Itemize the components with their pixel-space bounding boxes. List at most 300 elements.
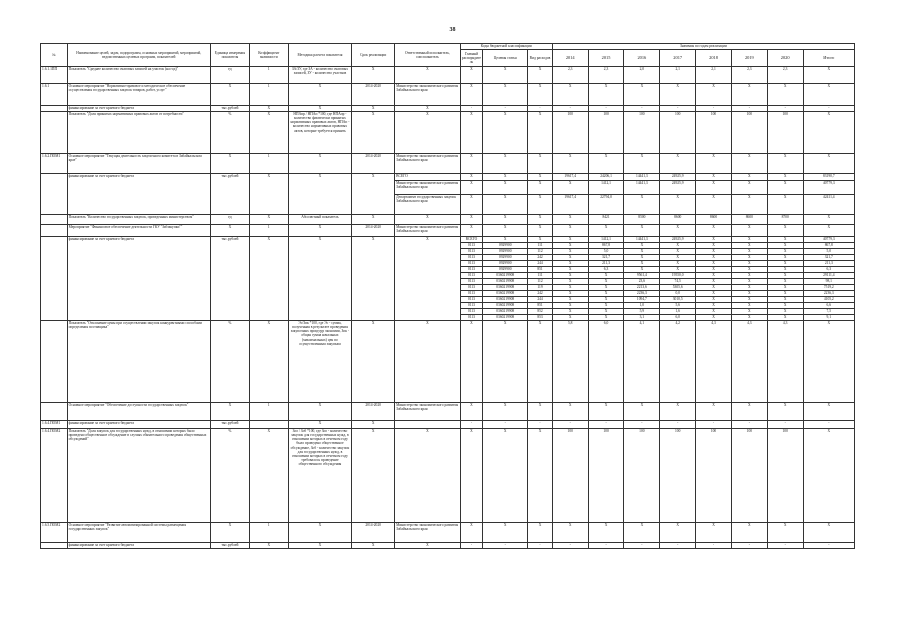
row-vr: 242: [528, 291, 553, 297]
row-value: X: [696, 523, 732, 543]
row-value: X: [660, 267, 696, 273]
row-value: 5,9: [624, 309, 660, 315]
row-grbs: 0113: [460, 309, 483, 315]
row-value: X: [731, 195, 767, 215]
row-value: 1412,1: [588, 181, 624, 195]
row-name: финансирование за счет краевого бюджета: [67, 174, 210, 215]
row-value: X: [552, 215, 588, 225]
row-name: финансирование за счет краевого бюджета: [67, 237, 210, 321]
row-grbs: 0113: [460, 315, 483, 321]
row-value: 14441,3: [624, 237, 660, 243]
row-value: 4,1: [624, 321, 660, 403]
table-row: [41, 421, 855, 429]
row-name: Мероприятие "Финансовое обеспечение деятельности ГКУ "Забзакупки"": [67, 225, 210, 237]
row-value: X: [767, 297, 803, 303]
table-row: [41, 174, 855, 181]
row-csr: X: [483, 225, 528, 237]
row-value: -: [552, 421, 588, 429]
header-values-by-year: Значения по годам реализации: [552, 44, 854, 50]
row-coef: 1: [249, 403, 288, 421]
row-total: 321,7: [803, 255, 854, 261]
row-grbs: 0113: [460, 255, 483, 261]
row-value: 321,7: [588, 255, 624, 261]
row-resp: Министерство экономического развития Забайкальского края: [395, 181, 461, 195]
row-value: X: [624, 243, 660, 249]
row-value: X: [660, 249, 696, 255]
row-name: финансирование за счет краевого бюджета: [67, 421, 210, 429]
row-resp: X: [395, 321, 461, 403]
row-grbs: X: [460, 112, 483, 154]
row-grbs: -: [460, 543, 483, 549]
row-total: X: [803, 225, 854, 237]
row-value: X: [767, 309, 803, 315]
row-csr: X: [483, 154, 528, 174]
table-row: [41, 67, 855, 84]
row-value: X: [767, 181, 803, 195]
row-csr: X: [483, 84, 528, 106]
row-value: -: [588, 543, 624, 549]
header-vr: Вид расходов: [528, 50, 553, 67]
row-value: X: [731, 309, 767, 315]
header-year: 2020: [767, 50, 803, 67]
row-method: Зоо / Зоб *100, где Зоо - количество закупок для государственных нужд, в отношении которых в отчетном году было проведено общественное обсуждение, Зоб - количество закупок для государственных нужд, в отношении которых в отчетном году требовалось проведение общественного обсуждения: [288, 429, 351, 523]
row-vr: -: [528, 543, 553, 549]
row-value: 2236,3: [624, 291, 660, 297]
row-value: -: [624, 421, 660, 429]
row-value: 8600: [660, 215, 696, 225]
table-row: [41, 523, 855, 543]
row-value: X: [660, 195, 696, 215]
row-value: X: [696, 297, 732, 303]
row-value: X: [767, 261, 803, 267]
row-coef: X: [249, 543, 288, 549]
row-value: 6,0: [588, 321, 624, 403]
row-grbs: X: [460, 67, 483, 84]
row-value: X: [552, 297, 588, 303]
table-row: [41, 403, 855, 421]
row-resp: X: [395, 112, 461, 154]
row-grbs: X: [460, 181, 483, 195]
row-csr: 0929900: [483, 249, 528, 255]
row-unit: тыс.рублей: [210, 237, 249, 321]
row-coef: 1: [249, 154, 288, 174]
row-value: -: [588, 421, 624, 429]
row-name: Основное мероприятие "Текущая деятельность закупочного комитета в Забайкальском крае": [67, 154, 210, 174]
row-value: X: [588, 84, 624, 106]
row-value: X: [552, 303, 588, 309]
row-value: X: [767, 273, 803, 279]
row-value: X: [731, 279, 767, 285]
row-method: Эс/Зпк *100, где Эс - сумма, полученная в результате проведения закупочных процедур экономии, Зпк - общая сумма начальных (максимальных) цен по осуществленным закупкам: [288, 321, 351, 403]
header-year: 2016: [624, 50, 660, 67]
row-method: X: [288, 421, 351, 429]
row-csr: X: [483, 112, 528, 154]
row-num: 1.6.4.ПОМ1: [41, 421, 68, 429]
row-value: 100: [660, 112, 696, 154]
row-value: X: [696, 195, 732, 215]
row-csr: -: [483, 421, 528, 429]
table-row: [41, 215, 855, 225]
row-num: 1.6.5.ПОМ2: [41, 523, 68, 543]
row-vr: X: [528, 181, 553, 195]
row-value: 6,0: [660, 315, 696, 321]
row-value: 8600: [731, 215, 767, 225]
header-csr: Целевая статья: [483, 50, 528, 67]
row-grbs: 0113: [460, 243, 483, 249]
header-num: №: [41, 44, 68, 67]
row-resp: ВСЕГО: [395, 174, 461, 181]
row-name: Показатель "Количество государственных закупок, проведенных министерством": [67, 215, 210, 225]
row-grbs: 0113: [460, 261, 483, 267]
row-grbs: X: [460, 321, 483, 403]
header-resp: Ответственный исполнитель, соисполнитель: [395, 44, 461, 67]
row-value: X: [696, 174, 732, 181]
row-value: 3,1: [624, 315, 660, 321]
row-vr: X: [528, 174, 553, 181]
row-grbs: ВСЕГО: [460, 237, 483, 243]
row-value: X: [731, 249, 767, 255]
header-term: Срок реализации: [352, 44, 395, 67]
row-value: 100: [731, 429, 767, 523]
row-value: 2,1: [660, 67, 696, 84]
row-csr: X: [483, 403, 528, 421]
row-value: -: [624, 543, 660, 549]
row-value: 211,3: [588, 261, 624, 267]
row-method: X: [288, 225, 351, 237]
row-term: 2014-2020: [352, 403, 395, 421]
row-term: X: [352, 112, 395, 154]
row-vr: 851: [528, 267, 553, 273]
row-value: X: [588, 279, 624, 285]
row-value: X: [767, 303, 803, 309]
row-value: X: [696, 249, 732, 255]
row-num: 1.6.2.ПОМ1: [41, 154, 68, 174]
row-grbs: 0113: [460, 279, 483, 285]
row-value: X: [731, 225, 767, 237]
row-term: X: [352, 67, 395, 84]
row-grbs: X: [460, 215, 483, 225]
row-vr: 111: [528, 243, 553, 249]
row-value: X: [731, 181, 767, 195]
row-vr: 119: [528, 285, 553, 291]
row-value: -: [552, 543, 588, 549]
row-coef: X: [249, 237, 288, 321]
row-method: X: [288, 106, 351, 112]
row-value: X: [696, 403, 732, 421]
row-value: X: [624, 523, 660, 543]
row-grbs: 0113: [460, 285, 483, 291]
row-grbs: 0113: [460, 273, 483, 279]
row-value: X: [624, 255, 660, 261]
row-unit: тыс.рублей: [210, 106, 249, 112]
row-value: 100: [767, 112, 803, 154]
row-coef: X: [249, 174, 288, 215]
header-coef: Коэффициент значимости: [249, 44, 288, 67]
row-csr: X: [483, 237, 528, 243]
row-vr: X: [528, 403, 553, 421]
row-term: X: [352, 543, 395, 549]
row-value: X: [767, 154, 803, 174]
row-unit: ед: [210, 215, 249, 225]
row-value: X: [588, 315, 624, 321]
row-value: X: [731, 403, 767, 421]
row-value: X: [696, 279, 732, 285]
row-value: 1,6: [660, 309, 696, 315]
row-value: X: [624, 267, 660, 273]
row-value: 867,8: [588, 243, 624, 249]
row-value: X: [552, 249, 588, 255]
row-value: 100: [588, 112, 624, 154]
row-method: X: [288, 543, 351, 549]
row-total: -: [803, 421, 854, 429]
row-value: 100: [624, 112, 660, 154]
row-coef: 1: [249, 67, 288, 84]
row-total: 98,1: [803, 279, 854, 285]
row-vr: 242: [528, 255, 553, 261]
row-total: 9,1: [803, 315, 854, 321]
row-value: X: [588, 154, 624, 174]
row-vr: X: [528, 112, 553, 154]
row-csr: 0360219908: [483, 279, 528, 285]
row-method: X: [288, 174, 351, 215]
row-grbs: X: [460, 403, 483, 421]
table-row: [41, 429, 855, 523]
row-name: Основное мероприятие "Нормативно-правовое и методическое обеспечение осуществления государственных закупок товаров, работ, услуг": [67, 84, 210, 106]
row-csr: 0929900: [483, 261, 528, 267]
row-value: X: [696, 181, 732, 195]
row-name: Основное мероприятие "Развитие автоматизированной системы размещения государственных закупок": [67, 523, 210, 543]
row-value: X: [731, 285, 767, 291]
row-value: X: [552, 84, 588, 106]
row-value: X: [552, 315, 588, 321]
row-num: 1.6.1: [41, 84, 68, 106]
row-value: X: [731, 315, 767, 321]
row-vr: X: [528, 84, 553, 106]
row-value: X: [624, 225, 660, 237]
row-total: X: [803, 154, 854, 174]
row-coef: X: [249, 106, 288, 112]
row-value: X: [660, 225, 696, 237]
row-vr: X: [528, 225, 553, 237]
row-value: X: [696, 225, 732, 237]
row-value: X: [696, 303, 732, 309]
row-grbs: X: [460, 154, 483, 174]
header-unit: Единица измерения показателя: [210, 44, 249, 67]
row-value: 100: [696, 112, 732, 154]
row-method: X: [288, 84, 351, 106]
row-value: X: [696, 315, 732, 321]
row-value: 14441,3: [624, 181, 660, 195]
row-term: 2014-2020: [352, 84, 395, 106]
row-csr: -: [483, 106, 528, 112]
row-vr: 851: [528, 303, 553, 309]
row-total: -: [803, 106, 854, 112]
row-value: 4,3: [767, 321, 803, 403]
row-value: 100: [731, 112, 767, 154]
row-value: X: [767, 195, 803, 215]
row-unit: X: [210, 523, 249, 543]
row-vr: X: [528, 321, 553, 403]
row-resp: Министерство экономического развития Забайкальского края: [395, 403, 461, 421]
row-num: 1.6.4.ПОМ2: [41, 429, 68, 523]
row-csr: 0360219908: [483, 291, 528, 297]
row-value: X: [767, 249, 803, 255]
row-vr: X: [528, 67, 553, 84]
table-row: [41, 225, 855, 237]
row-value: 5305,6: [660, 285, 696, 291]
row-value: X: [552, 225, 588, 237]
row-value: X: [731, 174, 767, 181]
row-resp: X: [395, 237, 461, 321]
row-vr: X: [528, 154, 553, 174]
row-value: 24206,1: [588, 174, 624, 181]
row-value: X: [588, 297, 624, 303]
row-value: X: [767, 243, 803, 249]
row-total: 83190,7: [803, 174, 854, 181]
row-value: X: [696, 309, 732, 315]
row-value: 2213,6: [624, 285, 660, 291]
row-value: 19617,4: [552, 195, 588, 215]
row-value: X: [767, 523, 803, 543]
row-name: финансирование за счет краевого бюджета: [67, 543, 210, 549]
row-value: X: [660, 154, 696, 174]
row-value: X: [552, 291, 588, 297]
row-value: -: [767, 421, 803, 429]
row-csr: 0360219908: [483, 303, 528, 309]
row-unit: X: [210, 154, 249, 174]
row-value: X: [660, 243, 696, 249]
row-resp: Министерство экономического развития Забайкальского края: [395, 225, 461, 237]
row-unit: тыс.рублей: [210, 421, 249, 429]
row-value: 19550,0: [660, 273, 696, 279]
row-value: 8700: [767, 215, 803, 225]
row-value: X: [660, 523, 696, 543]
row-value: -: [624, 106, 660, 112]
row-value: 2,3: [731, 67, 767, 84]
row-value: -: [660, 106, 696, 112]
row-value: X: [767, 291, 803, 297]
row-value: X: [731, 291, 767, 297]
row-value: 2,3: [552, 67, 588, 84]
row-value: X: [696, 291, 732, 297]
row-total: 4105,2: [803, 297, 854, 303]
row-name: Показатель "Доля принятых нормативных правовых актов от потребности": [67, 112, 210, 154]
row-value: X: [696, 154, 732, 174]
row-value: X: [660, 403, 696, 421]
row-grbs: 0113: [460, 249, 483, 255]
row-csr: X: [483, 181, 528, 195]
row-value: X: [731, 303, 767, 309]
table-row: [41, 321, 855, 403]
row-value: X: [552, 523, 588, 543]
row-vr: X: [528, 429, 553, 523]
row-name: Показатель "Отклонение цены при осуществлении закупок конкурентными способами определения поставщика": [67, 321, 210, 403]
row-coef: 1: [249, 84, 288, 106]
row-value: 24925,9: [660, 181, 696, 195]
row-total: X: [803, 84, 854, 106]
row-total: 2236,3: [803, 291, 854, 297]
row-value: X: [731, 523, 767, 543]
row-value: 19617,4: [552, 174, 588, 181]
row-resp: Министерство экономического развития Забайкальского края: [395, 84, 461, 106]
row-value: X: [588, 403, 624, 421]
row-value: X: [624, 403, 660, 421]
row-total: 7,5: [803, 309, 854, 315]
row-name: Показатель "Среднее количество очаговых записей на участок (на год)": [67, 67, 210, 84]
row-csr: 0929900: [483, 267, 528, 273]
row-value: X: [588, 225, 624, 237]
row-value: -: [696, 421, 732, 429]
row-resp: [395, 421, 461, 429]
header-method: Методика расчета показателя: [288, 44, 351, 67]
header-total: Итого: [803, 50, 854, 67]
row-method: НПАпр / НПАп *100, где НПАпр - количество фактически принятых нормативных правовых актов, НПАп - количество нормативных правовых актов, которые требуется принять: [288, 112, 351, 154]
row-value: 100: [588, 429, 624, 523]
row-value: 1094,7: [624, 297, 660, 303]
row-coef: X: [249, 429, 288, 523]
row-value: X: [767, 84, 803, 106]
row-resp: Департамент государственных закупок Забайкальского края: [395, 195, 461, 215]
row-value: X: [731, 84, 767, 106]
row-method: X: [288, 403, 351, 421]
row-term: 2014-2020: [352, 225, 395, 237]
row-term: X: [352, 321, 395, 403]
row-grbs: X: [460, 195, 483, 215]
row-method: ЗА/ЗУ, где ЗА - количество очаговых записей, ЗУ - количество участков: [288, 67, 351, 84]
row-value: 6,3: [588, 267, 624, 273]
row-value: X: [767, 267, 803, 273]
row-value: 100: [696, 429, 732, 523]
row-value: 22794,0: [588, 195, 624, 215]
row-value: X: [767, 255, 803, 261]
row-value: X: [696, 255, 732, 261]
row-total: 5,0: [803, 249, 854, 255]
row-term: X: [352, 106, 395, 112]
row-resp: X: [395, 543, 461, 549]
row-grbs: X: [460, 84, 483, 106]
row-total: X: [803, 523, 854, 543]
row-value: 9561,4: [624, 273, 660, 279]
row-value: X: [696, 273, 732, 279]
row-total: -: [803, 543, 854, 549]
row-csr: X: [483, 215, 528, 225]
row-coef: X: [249, 112, 288, 154]
row-unit: X: [210, 225, 249, 237]
row-method: X: [288, 237, 351, 321]
row-value: 5,0: [588, 249, 624, 255]
row-unit: X: [210, 84, 249, 106]
row-value: 24925,9: [660, 174, 696, 181]
table-row: [41, 112, 855, 154]
row-csr: X: [483, 429, 528, 523]
header-grbs: Главный распорядитель: [460, 50, 483, 67]
row-value: X: [731, 255, 767, 261]
row-value: X: [552, 403, 588, 421]
row-grbs: -: [460, 106, 483, 112]
row-value: 4,3: [731, 321, 767, 403]
row-csr: 0360219908: [483, 297, 528, 303]
row-value: X: [767, 237, 803, 243]
row-coef: [249, 421, 288, 429]
row-method: X: [288, 154, 351, 174]
row-num: 1.6.1.1ПП: [41, 67, 68, 84]
row-value: 8500: [624, 215, 660, 225]
row-value: -: [731, 421, 767, 429]
row-unit: %: [210, 112, 249, 154]
row-value: X: [767, 225, 803, 237]
row-value: 74,5: [660, 279, 696, 285]
row-value: X: [552, 285, 588, 291]
